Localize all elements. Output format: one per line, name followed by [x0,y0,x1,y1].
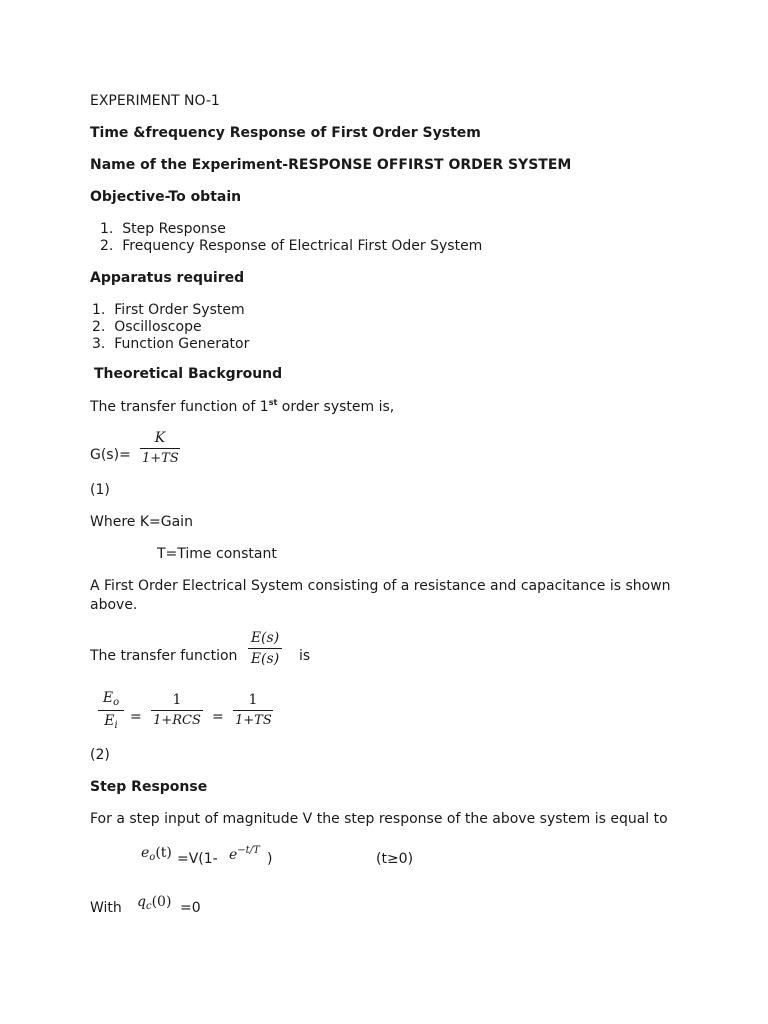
ei-denominator [98,713,124,731]
qc-symbol: q [137,894,146,910]
objective-heading: Objective-To obtain [90,189,242,205]
list-text: Function Generator [114,336,250,352]
ts-denominator: 1+TS [235,713,272,728]
equals-sign: = [212,709,224,725]
list-number: 2. [92,319,106,335]
ts-fraction [233,692,273,728]
gs-numerator: K [154,430,166,446]
closing-paren: ) [267,851,273,867]
list-number: 3. [92,336,106,352]
list-item [100,221,226,237]
rc-paragraph-line-2: above. [90,597,138,613]
qc-expression [137,894,171,912]
step-response-paragraph: For a step input of magnitude V the step response of the above system is equal to [90,811,668,827]
with-label: With [90,900,122,916]
gs-label: G(s)= [90,447,131,463]
list-number: 1. [100,221,114,237]
list-number: 1. [92,302,106,318]
theory-heading: Theoretical Background [94,366,283,382]
v-expression: =V(1- [177,851,218,867]
fraction-bar [140,448,180,449]
exponential-term [229,845,260,863]
ei-subscript: i [114,720,118,731]
equation-label-1: (1) [90,482,110,498]
document-title: Time &frequency Response of First Order System [90,125,481,141]
exp-base: e [229,847,238,863]
list-text: First Order System [114,302,245,318]
eo-symbol: E [102,690,114,706]
eo-subscript: o [113,697,120,708]
transfer-function-intro [90,398,394,415]
time-condition: (t≥0) [376,851,414,867]
eo-ei-fraction [98,690,124,731]
list-text: Step Response [122,221,226,237]
tf-denominator: E(s) [250,651,280,667]
qc-subscript: c [145,901,152,912]
where-gain-line: Where K=Gain [90,514,193,530]
experiment-name: Name of the Experiment-RESPONSE OFFIRST ORDER SYSTEM [90,157,572,173]
ei-symbol: E [104,713,115,729]
list-item [92,336,249,352]
fraction-bar [98,710,124,711]
rcs-fraction [151,692,203,728]
fraction-bar [151,710,203,711]
fraction-bar [233,710,273,711]
eo-argument: (t) [155,845,172,861]
rcs-numerator: 1 [172,692,182,708]
fraction-bar [248,648,282,649]
tf-is-text: is [299,648,311,664]
tf-fraction [248,630,282,667]
eo-t-expression [141,845,172,863]
time-constant-line: T=Time constant [157,546,277,562]
list-item [100,238,482,254]
exp-superscript: −t/T [237,845,260,856]
list-number: 2. [100,238,114,254]
intro-text: The transfer function of 1 [90,399,269,415]
ordinal-superscript: st [268,398,278,407]
rc-paragraph-line-1: A First Order Electrical System consisting of a resistance and capacitance is shown [90,578,671,594]
step-response-heading: Step Response [90,779,208,795]
intro-text-end: order system is, [277,399,395,415]
gs-denominator: 1+TS [142,451,179,466]
qc-equals-zero: =0 [180,900,201,916]
list-item [92,302,245,318]
eo-symbol: e [141,845,150,861]
qc-argument: (0) [151,894,172,910]
experiment-number: EXPERIMENT NO-1 [90,93,220,109]
list-item [92,319,202,335]
eo-numerator [98,690,124,708]
eo-subscript: o [149,852,156,863]
transfer-function-label: The transfer function [90,648,238,664]
apparatus-heading: Apparatus required [90,270,245,286]
list-text: Oscilloscope [114,319,202,335]
equals-sign: = [130,709,142,725]
rcs-denominator: 1+RCS [153,713,201,728]
equation-label-2: (2) [90,747,110,763]
ts-numerator: 1 [248,692,258,708]
gs-fraction [140,430,180,466]
tf-numerator: E(s) [250,630,280,646]
list-text: Frequency Response of Electrical First Oder System [122,238,483,254]
